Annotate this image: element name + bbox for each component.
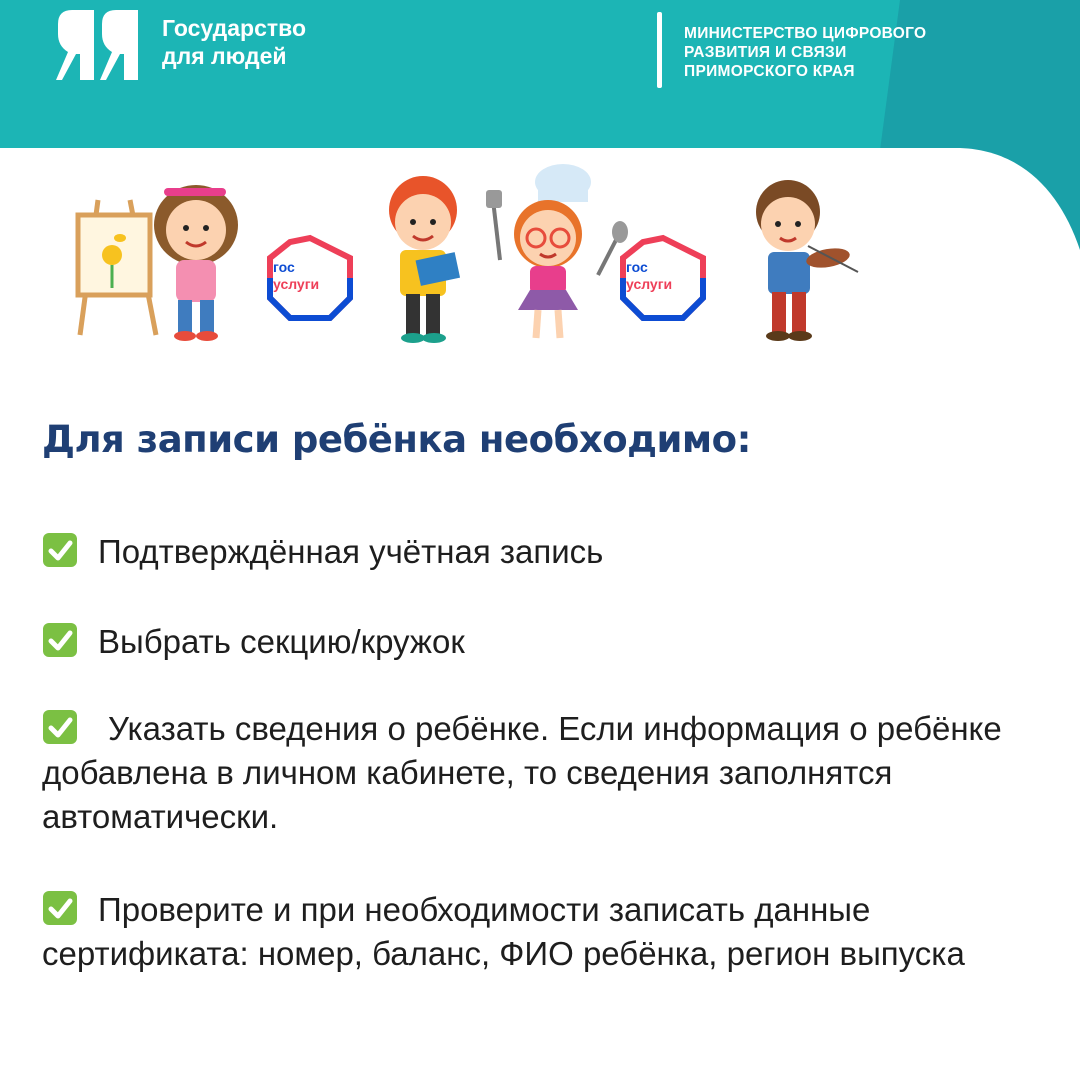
girl-painter-icon	[154, 185, 238, 341]
gosuslugi-text-1: гос	[273, 259, 295, 275]
list-item	[42, 888, 1052, 976]
gosuslugi-logo-icon	[270, 238, 350, 318]
list-item	[42, 707, 1052, 839]
boy-violinist-icon	[756, 180, 858, 341]
ministry-line-1: МИНИСТЕРСТВО ЦИФРОВОГО	[684, 25, 927, 42]
check-icon	[42, 622, 78, 658]
list-item-text: Выбрать секцию/кружок	[98, 623, 465, 660]
list-item-text: Проверите и при необходимости записать данные сертификата: номер, баланс, ФИО ребёнка, регион выпуска	[42, 891, 965, 972]
gosuslugi-text-2: услуги	[273, 276, 320, 292]
check-icon	[42, 890, 78, 926]
gosuslugi-logo-icon-2	[623, 238, 703, 318]
ministry-line-3: ПРИМОРСКОГО КРАЯ	[684, 63, 855, 80]
brand-line-2: для людей	[162, 43, 287, 69]
brand-line-1: Государство	[162, 15, 307, 41]
check-icon	[42, 709, 78, 745]
ministry-line-2: РАЗВИТИЯ И СВЯЗИ	[684, 44, 847, 61]
girl-chef-icon	[486, 164, 628, 338]
easel-icon	[78, 200, 156, 335]
gosuslugi-text-4: услуги	[626, 276, 673, 292]
ministry-name	[684, 24, 926, 81]
gosuslugi-text-3: гос	[626, 259, 648, 275]
check-icon	[42, 532, 78, 568]
children-illustration	[68, 160, 888, 360]
page-title: Для записи ребёнка необходимо:	[42, 418, 751, 461]
list-item-text: Подтверждённая учётная запись	[98, 533, 604, 570]
gosudarstvo-logo-icon	[56, 10, 140, 80]
boy-reading-icon	[389, 176, 460, 343]
brand-name	[162, 14, 306, 70]
list-item	[42, 530, 1052, 574]
list-item	[42, 620, 1052, 664]
list-item-text: Указать сведения о ребёнке. Если информация о ребёнке добавлена в личном кабинете, то сведения заполнятся автоматически.	[42, 710, 1002, 835]
header-divider	[657, 12, 662, 88]
